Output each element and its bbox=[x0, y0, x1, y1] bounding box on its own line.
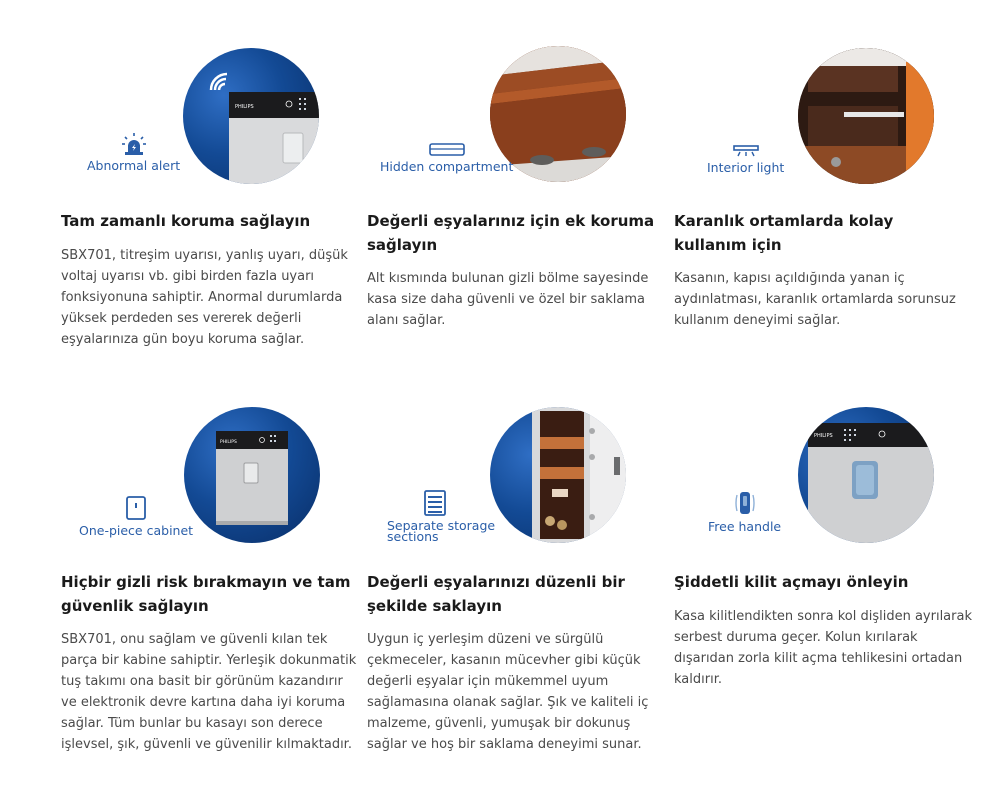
svg-text:PHILIPS: PHILIPS bbox=[814, 433, 833, 439]
feature-title: Değerli eşyalarınız için ek koruma sağlayın bbox=[367, 212, 655, 254]
cabinet-icon bbox=[125, 495, 147, 521]
product-image-abnormal-alert bbox=[183, 48, 319, 184]
product-image-separate-storage bbox=[490, 407, 626, 543]
badge-abnormal-alert bbox=[87, 132, 180, 172]
product-image-one-piece-cabinet bbox=[184, 407, 320, 543]
feature-description: SBX701, titreşim uyarısı, yanlış uyarı, düşük voltaj uyarısı vb. gibi birden fazla uyarı fonksiyonuna sahiptir. Anormal durumlarda yüksek perdeden ses vererek değerli eşyalarınıza gün boyu koruma sağlar. bbox=[61, 248, 348, 347]
handle-icon bbox=[734, 489, 756, 517]
badge-interior-light bbox=[707, 144, 784, 174]
badge-label: Hidden compartment bbox=[380, 159, 514, 174]
feature-title: Değerli eşyalarınızı düzenli bir şekilde saklayın bbox=[367, 573, 625, 615]
alarm-icon bbox=[121, 132, 147, 156]
badge-separate-storage bbox=[387, 489, 497, 543]
feature-description: Alt kısmında bulunan gizli bölme sayesinde kasa size daha güvenli ve özel bir saklama alanı sağlar. bbox=[367, 271, 649, 328]
badge-label: Free handle bbox=[708, 519, 782, 534]
light-icon bbox=[732, 144, 760, 158]
badge-label: One-piece cabinet bbox=[79, 523, 194, 538]
wifi-safe-illustration bbox=[183, 48, 319, 184]
badge-hidden-compartment bbox=[380, 141, 513, 173]
free-handle-illustration bbox=[798, 407, 934, 543]
cabinet-illustration bbox=[184, 407, 320, 543]
product-image-free-handle bbox=[798, 407, 934, 543]
feature-visual bbox=[61, 411, 361, 561]
feature-description: Uygun iç yerleşim düzeni ve sürgülü çekmeceler, kasanın mücevher gibi küçük değerli eşyalar için mükemmel uyum sağlamasına olanak sağlar. Şık ve kaliteli iç malzeme, güvenli, yumuşak bir dokunuş sağlar ve hoş bir saklama deneyimi sunar. bbox=[367, 632, 649, 752]
feature-visual bbox=[367, 411, 667, 561]
badge-label: Separate storage sections bbox=[387, 518, 496, 544]
feature-title: Tam zamanlı koruma sağlayın bbox=[61, 212, 311, 230]
feature-title: Hiçbir gizli risk bırakmayın ve tam güvenlik sağlayın bbox=[61, 573, 351, 615]
feature-visual bbox=[674, 411, 974, 561]
svg-text:PHILIPS: PHILIPS bbox=[235, 104, 254, 110]
compartment-icon bbox=[428, 141, 466, 157]
badge-label: Interior light bbox=[707, 160, 785, 175]
feature-description: Kasanın, kapısı açıldığında yanan iç aydınlatması, karanlık ortamlarda sorunsuz kullanım deneyimi sağlar. bbox=[674, 271, 956, 328]
feature-visual bbox=[367, 50, 667, 200]
product-image-interior-light bbox=[798, 48, 934, 184]
svg-text:PHILIPS: PHILIPS bbox=[220, 440, 237, 445]
interior-light-illustration bbox=[798, 48, 934, 184]
feature-title: Karanlık ortamlarda kolay kullanım için bbox=[674, 212, 894, 254]
feature-visual bbox=[61, 50, 361, 200]
feature-description: SBX701, onu sağlam ve güvenli kılan tek parça bir kabine sahiptir. Yerleşik dokunmatik tuş takımı ona basit bir görünüm kazandırır ve elektronik devre kartına daha iyi koruma sağlar. Tüm bunlar bu kasayı son derece işlevsel, şık, güvenli ve güvenilir kılmaktadır. bbox=[61, 632, 357, 752]
storage-sections-illustration bbox=[490, 407, 626, 543]
feature-visual bbox=[674, 50, 974, 200]
badge-label: Abnormal alert bbox=[87, 158, 181, 173]
storage-sections-icon bbox=[423, 489, 447, 517]
feature-title: Şiddetli kilit açmayı önleyin bbox=[674, 573, 909, 591]
badge-free-handle bbox=[708, 489, 781, 533]
badge-one-piece-cabinet bbox=[79, 495, 193, 537]
feature-description: Kasa kilitlendikten sonra kol dişliden ayrılarak serbest duruma geçer. Kolun kırılarak dışarıdan zorla kilit açma tehlikesini ortadan kaldırır. bbox=[674, 609, 972, 687]
